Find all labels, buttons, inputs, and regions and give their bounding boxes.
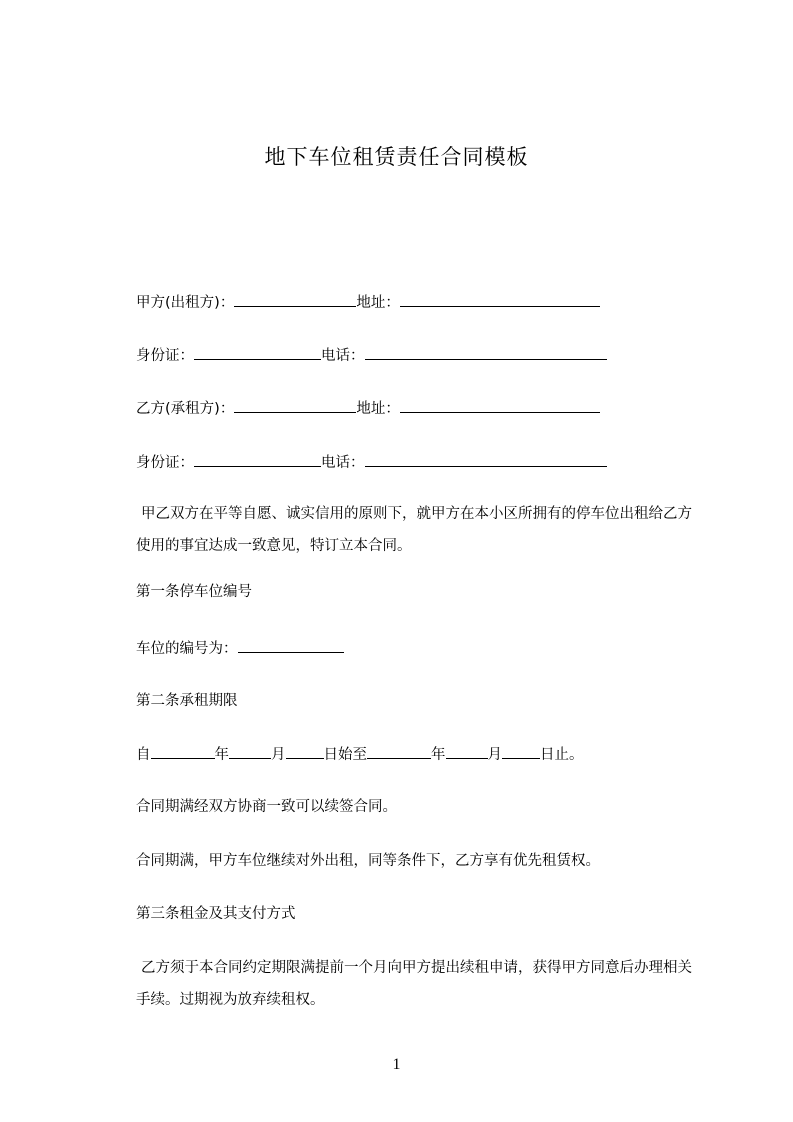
spot-number-label: 车位的编号为： xyxy=(136,641,238,657)
renewal-sentence: 合同期满经双方协商一致可以续签合同。 xyxy=(136,799,397,815)
party-a-id-blank xyxy=(194,345,321,360)
party-b-phone-label: 电话： xyxy=(321,455,365,471)
party-a-id-line xyxy=(136,345,607,366)
party-a-line xyxy=(136,292,600,313)
start-day-label: 日始至 xyxy=(323,747,367,763)
start-day-blank xyxy=(286,744,324,759)
intro-paragraph: 甲乙双方在平等自愿、诚实信用的原则下，就甲方在本小区所拥有的停车位出租给乙方使用的事宜达成一致意见，特订立本合同。 xyxy=(136,506,692,554)
party-b-id-label: 身份证： xyxy=(136,455,194,471)
end-month-label: 月 xyxy=(487,747,502,763)
party-b-phone-blank xyxy=(365,452,607,467)
end-year-label: 年 xyxy=(431,747,446,763)
term-line xyxy=(136,744,584,765)
end-day-blank xyxy=(502,744,540,759)
party-a-id-label: 身份证： xyxy=(136,348,194,364)
end-month-blank xyxy=(446,744,488,759)
priority-sentence: 合同期满，甲方车位继续对外出租，同等条件下，乙方享有优先租赁权。 xyxy=(136,853,600,869)
party-a-phone-blank xyxy=(365,345,607,360)
party-b-id-blank xyxy=(194,452,321,467)
spot-number-line xyxy=(136,638,344,659)
article1-heading: 第一条停车位编号 xyxy=(136,584,252,600)
party-b-id-line xyxy=(136,452,607,473)
start-year-blank xyxy=(151,744,215,759)
party-a-phone-label: 电话： xyxy=(321,348,365,364)
end-day-label: 日止。 xyxy=(540,747,584,763)
start-month-label: 月 xyxy=(271,747,286,763)
party-a-address-label: 地址： xyxy=(356,295,400,311)
party-a-label: 甲方(出租方)： xyxy=(136,295,235,311)
article2-heading: 第二条承租期限 xyxy=(136,693,238,709)
start-year-label: 年 xyxy=(214,747,229,763)
article3-heading: 第三条租金及其支付方式 xyxy=(136,906,296,922)
document-title: 地下车位租赁责任合同模板 xyxy=(264,145,529,169)
spot-number-blank xyxy=(238,638,344,653)
party-a-address-blank xyxy=(400,292,600,307)
party-a-name-blank xyxy=(234,292,356,307)
party-b-address-label: 地址： xyxy=(356,401,400,417)
party-b-address-blank xyxy=(400,398,600,413)
end-year-blank xyxy=(367,744,431,759)
party-b-line xyxy=(136,398,600,419)
start-month-blank xyxy=(229,744,271,759)
renewal-paragraph: 乙方须于本合同约定期限满提前一个月向甲方提出续租申请，获得甲方同意后办理相关手续。过期视为放弃续租权。 xyxy=(136,960,692,1008)
term-from: 自 xyxy=(136,747,151,763)
page-number: 1 xyxy=(392,1056,401,1073)
party-b-label: 乙方(承租方)： xyxy=(136,401,235,417)
party-b-name-blank xyxy=(234,398,356,413)
